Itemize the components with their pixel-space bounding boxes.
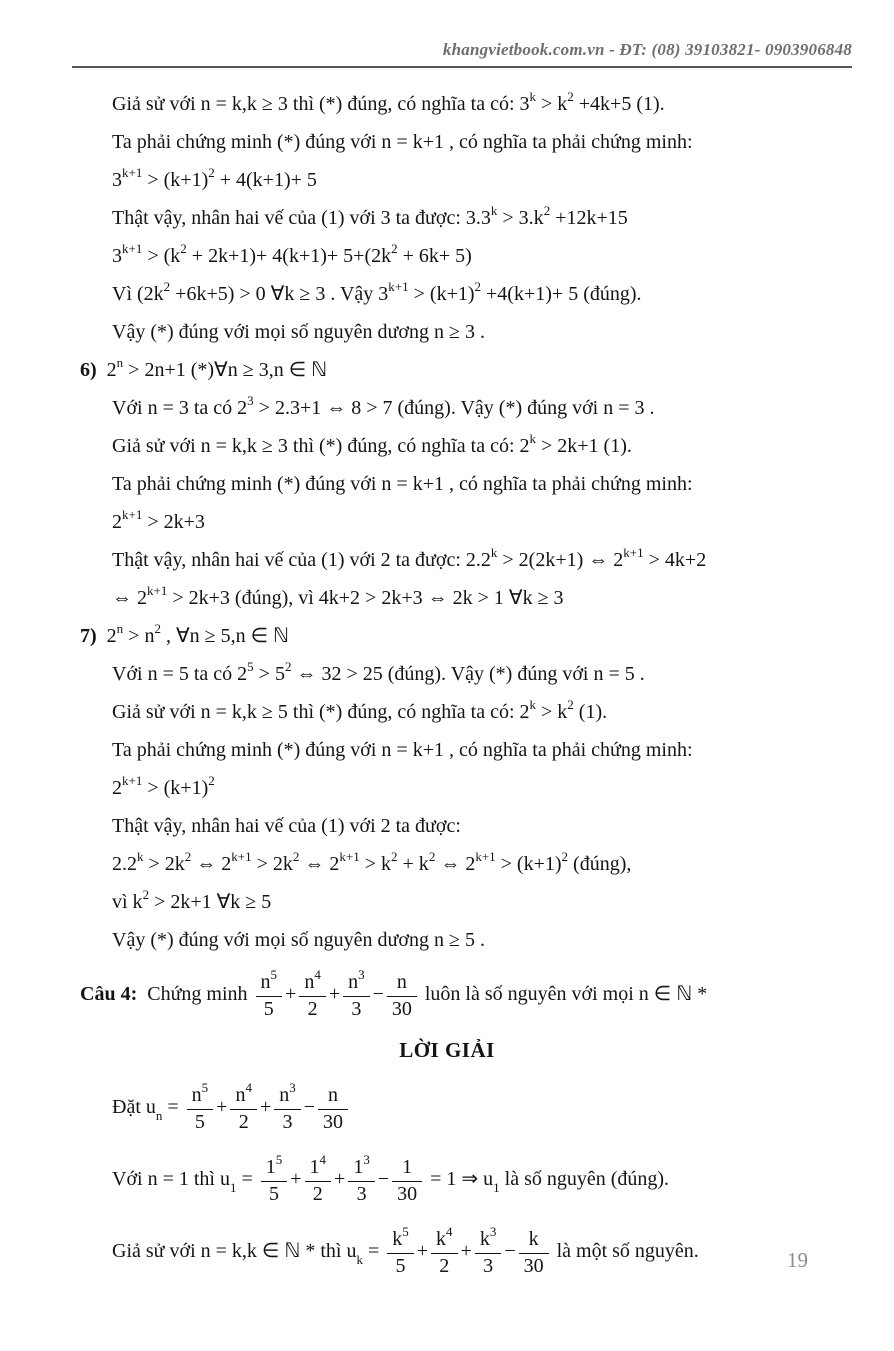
text-line bbox=[112, 279, 850, 307]
text-line bbox=[112, 431, 850, 459]
fraction bbox=[343, 967, 370, 1021]
fraction-denominator: 3 bbox=[351, 998, 362, 1020]
fraction-denominator: 5 bbox=[263, 998, 274, 1020]
line-text: $2^{k+1} > (k+1)^2$ bbox=[112, 773, 215, 799]
text-line bbox=[112, 928, 850, 953]
line-text: Vì $(2k^2 +6k+5) > 0$ ∀k ≥ 3 . Vậy $3^{k+1} > (k+1)^2 +4(k+1)+ 5$ (đúng). bbox=[112, 279, 642, 305]
fraction-denominator: 2 bbox=[439, 1255, 450, 1277]
fraction-numerator: n bbox=[387, 970, 417, 997]
question-label: Câu 4: bbox=[80, 983, 138, 1006]
section-title bbox=[44, 1038, 850, 1063]
text-line bbox=[112, 545, 850, 573]
list-item bbox=[80, 621, 850, 649]
line-text: Giả sử với n = k,k ∈ ℕ * thì $u_k$ = $\frac{k^5}{5}$ + $\frac{k^4}{2}$ + $\frac{k^3}{3}$ − $\frac{k}{30}$ là một số nguyên. bbox=[112, 1224, 699, 1277]
text-line bbox=[112, 130, 850, 155]
text-line bbox=[112, 165, 850, 193]
line-text: LỜI GIẢI bbox=[399, 1038, 495, 1062]
page-header: khangvietbook.com.vn - ĐT: (08) 39103821- 0903906848 bbox=[72, 40, 852, 68]
fraction-denominator: 30 bbox=[391, 998, 412, 1020]
text-line bbox=[112, 507, 850, 535]
text-line bbox=[112, 241, 850, 269]
line-text: Giả sử với n = k,k ≥ 3 thì (*) đúng, có nghĩa ta có: $2^k > 2k+1$ (1). bbox=[112, 431, 632, 457]
text-line bbox=[112, 773, 850, 801]
line-text: $3^{k+1} > (k+1)^2 + 4(k+1)+ 5$ bbox=[112, 165, 317, 191]
question-line bbox=[80, 966, 850, 1025]
fraction bbox=[519, 1227, 549, 1278]
fraction-denominator: 3 bbox=[483, 1255, 494, 1277]
fraction-numerator: 1 bbox=[392, 1155, 422, 1182]
line-text: Vậy (*) đúng với mọi số nguyên dương n ≥ 3 . bbox=[112, 321, 485, 343]
fraction bbox=[261, 1152, 288, 1206]
fraction bbox=[392, 1155, 422, 1206]
line-text: Với n = 3 ta có $2^3 > 2.3+1$ ⇔ 8 > 7 (đúng). Vậy (*) đúng với n = 3 . bbox=[112, 393, 655, 419]
fraction bbox=[230, 1080, 257, 1134]
fraction-denominator: 30 bbox=[397, 1183, 418, 1205]
fraction bbox=[431, 1224, 458, 1278]
text-line bbox=[112, 583, 850, 611]
fraction-numerator: $1^4$ bbox=[305, 1155, 332, 1182]
text-line bbox=[112, 1223, 850, 1282]
fraction-numerator: $n^4$ bbox=[230, 1083, 257, 1110]
line-text: $3^{k+1} > (k^2 + 2k+1)+ 4(k+1)+ 5+(2k^2 + 6k+ 5)$ bbox=[112, 241, 472, 267]
fraction-denominator: 5 bbox=[269, 1183, 279, 1205]
item-number: 7) bbox=[80, 625, 97, 647]
fraction bbox=[256, 967, 283, 1021]
fraction-numerator: $1^3$ bbox=[348, 1155, 375, 1182]
fraction-numerator: $1^5$ bbox=[261, 1155, 288, 1182]
text-line bbox=[112, 393, 850, 421]
line-text: Với n = 1 thì $u_1$ = $\frac{1^5}{5}$ + $\frac{1^4}{2}$ + $\frac{1^3}{3}$ − $\frac{1}{30}$ = 1 ⇒ $u_1$ là số nguyên (đúng). bbox=[112, 1152, 670, 1205]
line-text: ⇔ $2^{k+1} > 2k+3$ (đúng), vì 4k+2 > 2k+3 ⇔ 2k > 1 ∀k ≥ 3 bbox=[112, 583, 564, 609]
item-number: 6) bbox=[80, 359, 97, 381]
text-line bbox=[112, 849, 850, 877]
line-text: $2^n > n^2$ , ∀n ≥ 5,n ∈ ℕ bbox=[106, 621, 290, 647]
text-line bbox=[112, 697, 850, 725]
line-text: Với n = 5 ta có $2^5 > 5^2$ ⇔ 32 > 25 (đúng). Vậy (*) đúng với n = 5 . bbox=[112, 659, 645, 685]
fraction-numerator: $k^4$ bbox=[431, 1227, 458, 1254]
text-line bbox=[112, 320, 850, 345]
fraction-numerator: k bbox=[519, 1227, 549, 1254]
text-line bbox=[112, 738, 850, 763]
text-line bbox=[112, 1151, 850, 1210]
page-content bbox=[0, 89, 894, 1295]
fraction-denominator: 2 bbox=[238, 1111, 249, 1133]
line-text: $2^{k+1} > 2k+3$ bbox=[112, 507, 205, 533]
fraction-denominator: 3 bbox=[356, 1183, 367, 1205]
line-text: vì $k^2 > 2k+1$ ∀k ≥ 5 bbox=[112, 887, 272, 913]
line-text: $2^n > 2n+1$ (*)∀n ≥ 3,n ∈ ℕ bbox=[106, 355, 328, 381]
text-line bbox=[112, 472, 850, 497]
fraction-numerator: $k^3$ bbox=[475, 1227, 502, 1254]
line-text: Thật vậy, nhân hai vế của (1) với 2 ta được: bbox=[112, 815, 461, 837]
fraction bbox=[274, 1080, 301, 1134]
line-text: Giả sử với n = k,k ≥ 5 thì (*) đúng, có nghĩa ta có: $2^k > k^2$ (1). bbox=[112, 697, 608, 723]
line-text: $2.2^k > 2k^2$ ⇔ $2^{k+1} > 2k^2$ ⇔ $2^{k+1} > k^2 + k^2$ ⇔ $2^{k+1} > (k+1)^2$ (đúng), bbox=[112, 849, 632, 875]
fraction-denominator: 5 bbox=[194, 1111, 205, 1133]
fraction-numerator: $n^5$ bbox=[187, 1083, 214, 1110]
fraction-denominator: 30 bbox=[523, 1255, 544, 1277]
fraction bbox=[387, 1224, 414, 1278]
line-text: Chứng minh $\frac{n^5}{5}$ + $\frac{n^4}{2}$ + $\frac{n^3}{3}$ − $\frac{n}{30}$ luôn là số nguyên với mọi n ∈ ℕ * bbox=[147, 967, 708, 1020]
fraction-numerator: $n^5$ bbox=[256, 970, 283, 997]
text-line bbox=[112, 1079, 850, 1138]
fraction-numerator: $k^5$ bbox=[387, 1227, 414, 1254]
fraction bbox=[187, 1080, 214, 1134]
line-text: Vậy (*) đúng với mọi số nguyên dương n ≥ 5 . bbox=[112, 929, 485, 951]
fraction bbox=[475, 1224, 502, 1278]
fraction bbox=[318, 1083, 348, 1134]
line-text: Ta phải chứng minh (*) đúng với n = k+1 , có nghĩa ta phải chứng minh: bbox=[112, 131, 693, 153]
fraction bbox=[305, 1152, 332, 1206]
fraction-denominator: 5 bbox=[395, 1255, 406, 1277]
fraction bbox=[348, 1152, 375, 1206]
list-item bbox=[80, 355, 850, 383]
text-line bbox=[112, 814, 850, 839]
fraction-denominator: 2 bbox=[312, 1183, 323, 1205]
line-text: Đặt $u_n$ = $\frac{n^5}{5}$ + $\frac{n^4}{2}$ + $\frac{n^3}{3}$ − $\frac{n}{30}$ bbox=[112, 1096, 351, 1118]
page-number: 19 bbox=[787, 1248, 808, 1272]
line-text: Thật vậy, nhân hai vế của (1) với 2 ta được: $2.2^k > 2(2k+1)$ ⇔ $2^{k+1} > 4k+2$ bbox=[112, 545, 707, 571]
text-line bbox=[112, 659, 850, 687]
text-line bbox=[112, 203, 850, 231]
fraction-numerator: n bbox=[318, 1083, 348, 1110]
fraction-denominator: 3 bbox=[282, 1111, 293, 1133]
line-text: Giả sử với n = k,k ≥ 3 thì (*) đúng, có nghĩa ta có: $3^k > k^2 +4k+5$ (1). bbox=[112, 89, 665, 115]
line-text: Ta phải chứng minh (*) đúng với n = k+1 , có nghĩa ta phải chứng minh: bbox=[112, 473, 693, 495]
fraction-numerator: $n^3$ bbox=[343, 970, 370, 997]
text-line bbox=[112, 89, 850, 117]
fraction-denominator: 2 bbox=[307, 998, 318, 1020]
fraction-denominator: 30 bbox=[323, 1111, 344, 1133]
line-text: Thật vậy, nhân hai vế của (1) với 3 ta được: $3.3^k > 3.k^2 +12k+15$ bbox=[112, 203, 628, 229]
fraction-numerator: $n^3$ bbox=[274, 1083, 301, 1110]
text-line bbox=[112, 887, 850, 915]
fraction-numerator: $n^4$ bbox=[299, 970, 326, 997]
line-text: Ta phải chứng minh (*) đúng với n = k+1 , có nghĩa ta phải chứng minh: bbox=[112, 739, 693, 761]
fraction bbox=[299, 967, 326, 1021]
fraction bbox=[387, 970, 417, 1021]
